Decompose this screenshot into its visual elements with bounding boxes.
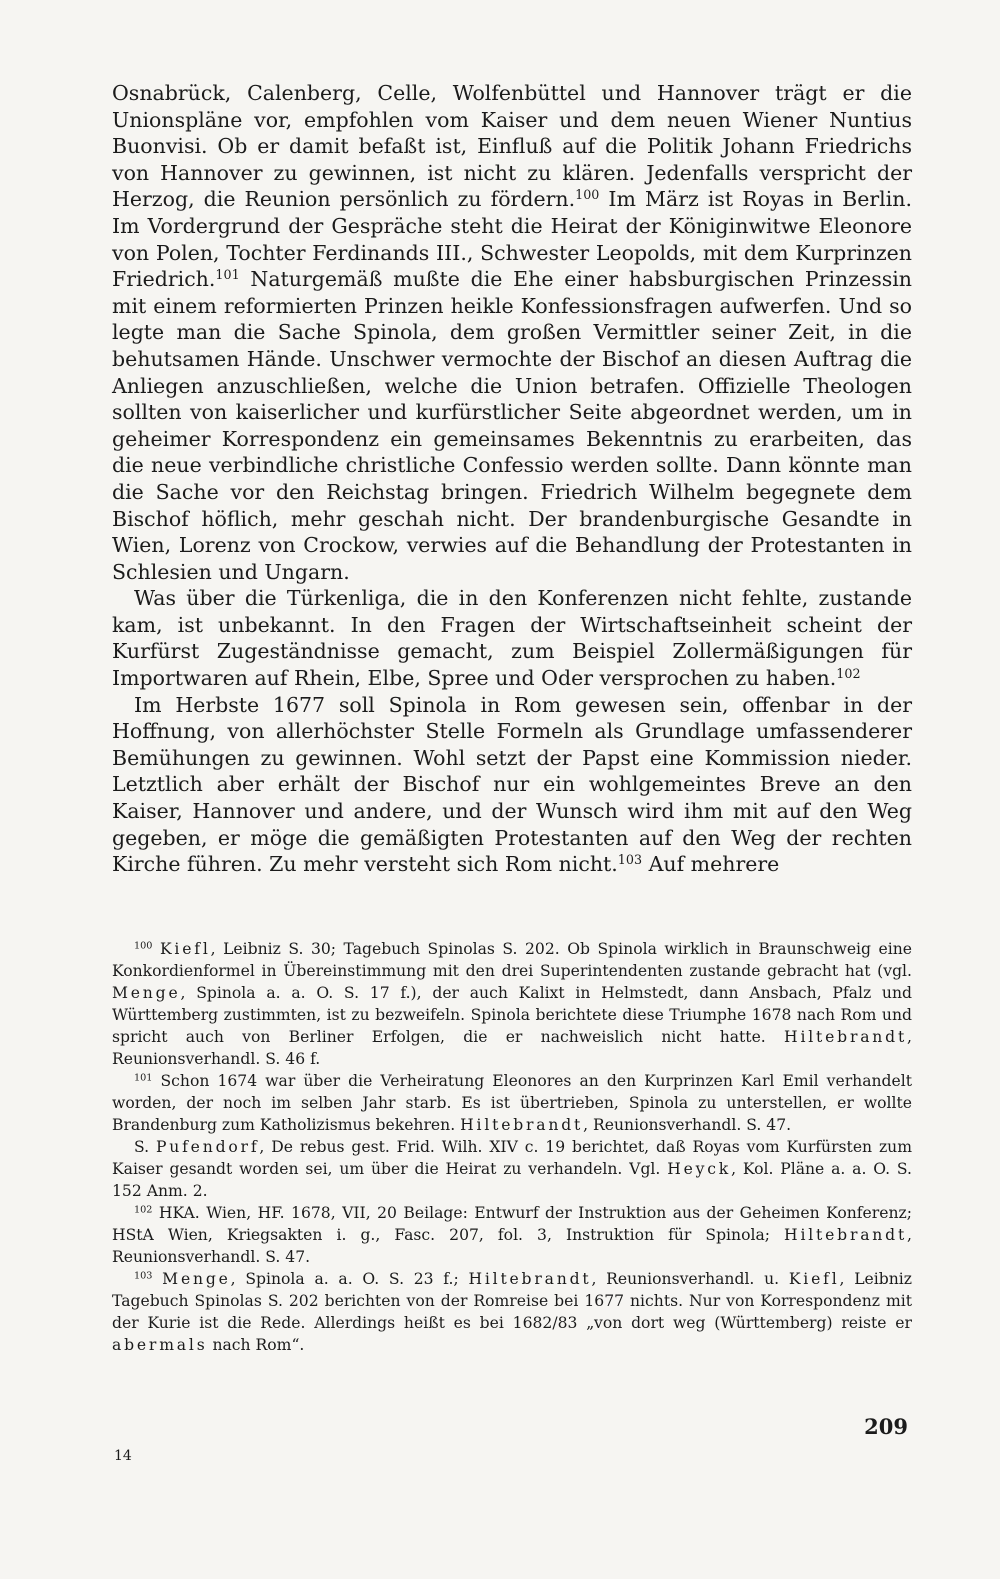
text-run: , Reunionsverhandl. u. [591, 1270, 789, 1288]
paragraph-2 [112, 585, 912, 691]
paragraph-3 [112, 692, 912, 878]
footnote-101 [112, 1070, 912, 1136]
text-run: nach Rom“. [207, 1336, 305, 1354]
text-run: , Reunionsverhandl. S. 46 f. [112, 1028, 912, 1068]
footnote-number: 100 [134, 940, 153, 952]
paragraph-1 [112, 80, 912, 585]
main-text [112, 80, 912, 878]
author-name: Kiefl [159, 940, 211, 958]
emphasis-spaced: abermals [112, 1336, 208, 1354]
footnote-ref-102[interactable]: 102 [836, 666, 861, 682]
author-name: Pufendorf [155, 1138, 260, 1156]
text-run: Osnabrück, Calenberg, Celle, Wolfenbüttel und Hannover trägt er die Unionspläne vor, empfohlen vom Kaiser und dem neuen Wiener Nuntius Buonvisi. Ob er damit befaßt ist, Einfluß auf die Politik Johann Friedrichs von Hannover zu gewinnen, ist nicht zu klären. Jedenfalls verspricht der Herzog, die Reunion persönlich zu fördern. [112, 81, 912, 212]
footnote-100 [112, 938, 912, 1070]
author-name: Menge [162, 1270, 231, 1288]
text-run: , Spinola a. a. O. S. 23 f.; [230, 1270, 469, 1288]
author-name: Hiltebrandt [468, 1270, 592, 1288]
author-name: Hiltebrandt [784, 1028, 908, 1046]
text-run: , Leibniz Tagebuch Spinolas S. 202 berichten von der Romreise bei 1677 nichts. Nur von Korrespondenz mit der Kurie ist die Rede. Allerdings heißt es bei 1682/83 „von dort weg (Württemberg) reiste er [112, 1270, 912, 1332]
footnote-ref-101[interactable]: 101 [215, 267, 240, 283]
footnote-103 [112, 1268, 912, 1356]
page-number: 209 [864, 1414, 908, 1439]
footnote-101-continued [112, 1136, 912, 1202]
author-name: Kiefl [788, 1270, 840, 1288]
footnote-102 [112, 1202, 912, 1268]
text-run: S. [134, 1138, 156, 1156]
text-run: Was über die Türkenliga, die in den Konferenzen nicht fehlte, zustande kam, ist unbekannt. In den Fragen der Wirtschaftseinheit scheint der Kurfürst Zugeständnisse gemacht, zum Beispiel Zollermäßigungen für Importwaren auf Rhein, Elbe, Spree und Oder versprochen zu haben. [112, 586, 912, 691]
text-run: Naturgemäß mußte die Ehe einer habsburgischen Prinzessin mit einem reformierten Prinzen heikle Konfessionsfragen aufwerfen. Und so legte man die Sache Spinola, dem großen Vermittler seiner Zeit, in die behutsamen Hände. Unschwer vermochte der Bischof an diesen Auftrag die Anliegen anzuschließen, welche die Union betrafen. Offizielle Theologen sollten von kaiserlicher und kurfürstlicher Seite abgeordnet werden, um in geheimer Korrespondenz ein gemeinsames Bekenntnis zu erarbeiten, das die neue verbindliche christliche Confessio werden sollte. Dann könnte man die Sache vor den Reichstag bringen. Friedrich Wilhelm begegnete dem Bischof höflich, mehr geschah nicht. Der brandenburgische Gesandte in Wien, Lorenz von Crockow, verwies auf die Behandlung der Protestanten in Schlesien und Ungarn. [112, 267, 912, 584]
footnotes [112, 938, 912, 1356]
text-run: , Reunionsverhandl. S. 47. [583, 1116, 792, 1134]
text-run: , Spinola a. a. O. S. 17 f.), der auch Kalixt in Helmstedt, dann Ansbach, Pfalz und Württemberg zustimmten, ist zu bezweifeln. Spinola berichtete diese Triumphe 1678 nach Rom und spricht auch von Berliner Erfolgen, die er nachweislich nicht hatte. [112, 984, 912, 1046]
footnote-number: 103 [134, 1270, 153, 1282]
footnote-number: 102 [134, 1204, 153, 1216]
text-run: , Leibniz S. 30; Tagebuch Spinolas S. 202. Ob Spinola wirklich in Braunschweig eine Konkordienformel in Übereinstimmung mit den drei Superintendenten zustande gebracht hat (vgl. [112, 940, 912, 980]
text-run: , De rebus gest. Frid. Wilh. XIV c. 19 berichtet, daß Royas vom Kurfürsten zum Kaiser gesandt worden sei, um über die Heirat zu verhandeln. Vgl. [112, 1138, 912, 1178]
author-name: Heyck [667, 1160, 732, 1178]
author-name: Hiltebrandt [784, 1226, 908, 1244]
text-run: , Reunionsverhandl. S. 47. [112, 1226, 912, 1266]
footnote-number: 101 [134, 1072, 153, 1084]
footnote-ref-103[interactable]: 103 [617, 852, 643, 868]
signature-mark: 14 [114, 1448, 132, 1464]
author-name: Menge [112, 984, 181, 1002]
text-run: Im Herbste 1677 soll Spinola in Rom gewesen sein, offenbar in der Hoffnung, von allerhöchster Stelle Formeln als Grundlage umfassenderer Bemühungen zu gewinnen. Wohl setzt der Papst eine Kommission nieder. Letztlich aber erhält der Bischof nur ein wohlgemeintes Breve an den Kaiser, Hannover und andere, und der Wunsch wird ihm mit auf den Weg gegeben, er möge die gemäßigten Protestanten auf den Weg der rechten Kirche führen. Zu mehr versteht sich Rom nicht. [112, 692, 912, 877]
author-name: Hiltebrandt [460, 1116, 584, 1134]
text-run: Auf mehrere [642, 852, 780, 877]
text-run: HKA. Wien, HF. 1678, VII, 20 Beilage: Entwurf der Instruktion aus der Geheimen Konferenz; HStA Wien, Kriegsakten i. g., Fasc. 207, fol. 3, Instruktion für Spinola; [112, 1204, 912, 1244]
footnote-ref-100[interactable]: 100 [575, 187, 600, 203]
text-run: , Kol. Pläne a. a. O. S. 152 Anm. 2. [112, 1160, 912, 1200]
text-run: Schon 1674 war über die Verheiratung Eleonores an den Kurprinzen Karl Emil verhandelt worden, der noch im selben Jahr starb. Es ist übertrieben, Spinola zu unterstellen, er wollte Brandenburg zum Katholizismus bekehren. [112, 1072, 912, 1134]
text-run: Im März ist Royas in Berlin. Im Vordergrund der Gespräche steht die Heirat der Königinwitwe Eleonore von Polen, Tochter Ferdinands III., Schwester Leopolds, mit dem Kurprinzen Friedrich. [112, 187, 912, 292]
